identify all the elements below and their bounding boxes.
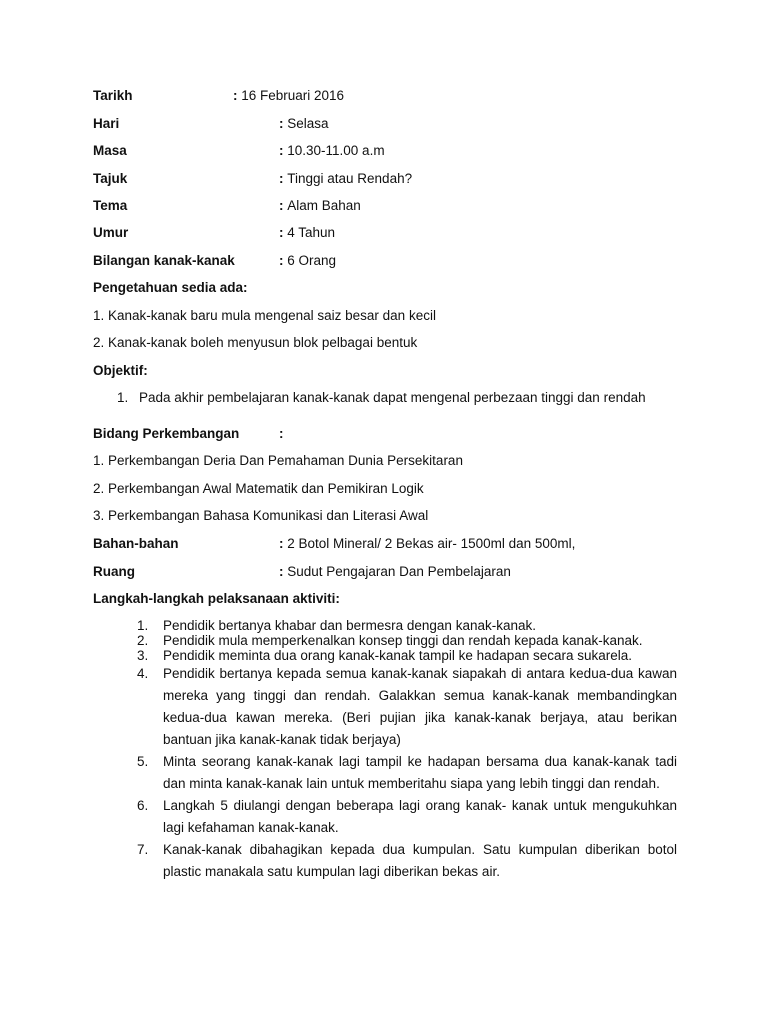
field-label: Tajuk <box>93 171 128 186</box>
step-text: Pendidik meminta dua orang kanak-kanak tampil ke hadapan secara sukarela. <box>163 648 633 663</box>
field-label: Hari <box>93 116 120 131</box>
field-value: 4 Tahun <box>287 225 336 240</box>
step-number: 1. <box>137 618 149 633</box>
step-number: 3. <box>137 648 149 663</box>
bidang-heading: Bidang Perkembangan <box>93 426 240 441</box>
pengetahuan-item: 1. Kanak-kanak baru mula mengenal saiz besar dan kecil <box>93 308 436 323</box>
field-value: Alam Bahan <box>287 198 361 213</box>
list-item <box>137 618 677 633</box>
field-label: Tarikh <box>93 88 133 103</box>
field-value: 10.30-11.00 a.m <box>287 143 385 158</box>
step-number: 2. <box>137 633 149 648</box>
step-number: 6. <box>137 798 149 813</box>
field-label: Umur <box>93 225 129 240</box>
list-item <box>137 633 677 648</box>
field-label: Tema <box>93 198 128 213</box>
bidang-colon: : <box>279 426 284 441</box>
pengetahuan-heading: Pengetahuan sedia ada: <box>93 280 248 295</box>
step-number: 5. <box>137 754 149 769</box>
field-label: Ruang <box>93 564 135 579</box>
step-text: Minta seorang kanak-kanak lagi tampil ke hadapan bersama dua kanak-kanak tadi dan minta kanak-kanak lain untuk memberitahu siapa yang lebih tinggi dan rendah. <box>163 754 677 791</box>
langkah-list <box>137 618 677 883</box>
step-text: Langkah 5 diulangi dengan beberapa lagi orang kanak- kanak untuk mengukuhkan lagi kefahaman kanak-kanak. <box>163 798 677 835</box>
field-label: Bilangan kanak-kanak <box>93 253 235 268</box>
field-value: Tinggi atau Rendah? <box>287 171 413 186</box>
step-text: Pendidik bertanya kepada semua kanak-kanak siapakah di antara kedua-dua kawan mereka yang tinggi dan rendah. Galakkan semua kanak-kanak membandingkan kedua-dua kawan mereka. (Beri pujian jika kanak-kanak berjaya, atau berikan bantuan jika kanak-kanak tidak berjaya) <box>163 666 677 747</box>
langkah-heading: Langkah-langkah pelaksanaan aktiviti: <box>93 591 340 606</box>
step-number: 4. <box>137 666 149 681</box>
field-value: 16 Februari 2016 <box>241 88 345 103</box>
objektif-number: 1. <box>117 390 129 405</box>
pengetahuan-item: 2. Kanak-kanak boleh menyusun blok pelbagai bentuk <box>93 335 418 350</box>
bidang-item: 1. Perkembangan Deria Dan Pemahaman Dunia Persekitaran <box>93 453 463 468</box>
step-text: Kanak-kanak dibahagikan kepada dua kumpulan. Satu kumpulan diberikan botol plastic manakala satu kumpulan lagi diberikan bekas air. <box>163 842 677 879</box>
bidang-item: 2. Perkembangan Awal Matematik dan Pemikiran Logik <box>93 481 424 496</box>
field-label: Masa <box>93 143 127 158</box>
objektif-item <box>117 390 646 406</box>
list-item <box>137 648 677 663</box>
objektif-heading: Objektif: <box>93 363 148 378</box>
step-text: Pendidik bertanya khabar dan bermesra dengan kanak-kanak. <box>163 618 536 633</box>
list-item <box>137 663 677 751</box>
step-number: 7. <box>137 842 149 857</box>
field-value: 2 Botol Mineral/ 2 Bekas air- 1500ml dan 500ml, <box>287 536 576 551</box>
field-value: Selasa <box>287 116 329 131</box>
bidang-item: 3. Perkembangan Bahasa Komunikasi dan Literasi Awal <box>93 508 429 523</box>
field-value: Sudut Pengajaran Dan Pembelajaran <box>287 564 511 579</box>
list-item <box>137 795 677 839</box>
step-text: Pendidik mula memperkenalkan konsep tinggi dan rendah kepada kanak-kanak. <box>163 633 643 648</box>
objektif-text: Pada akhir pembelajaran kanak-kanak dapat mengenal perbezaan tinggi dan rendah <box>139 390 646 405</box>
field-value: 6 Orang <box>287 253 337 268</box>
field-label: Bahan-bahan <box>93 536 179 551</box>
list-item <box>137 751 677 795</box>
list-item <box>137 839 677 883</box>
